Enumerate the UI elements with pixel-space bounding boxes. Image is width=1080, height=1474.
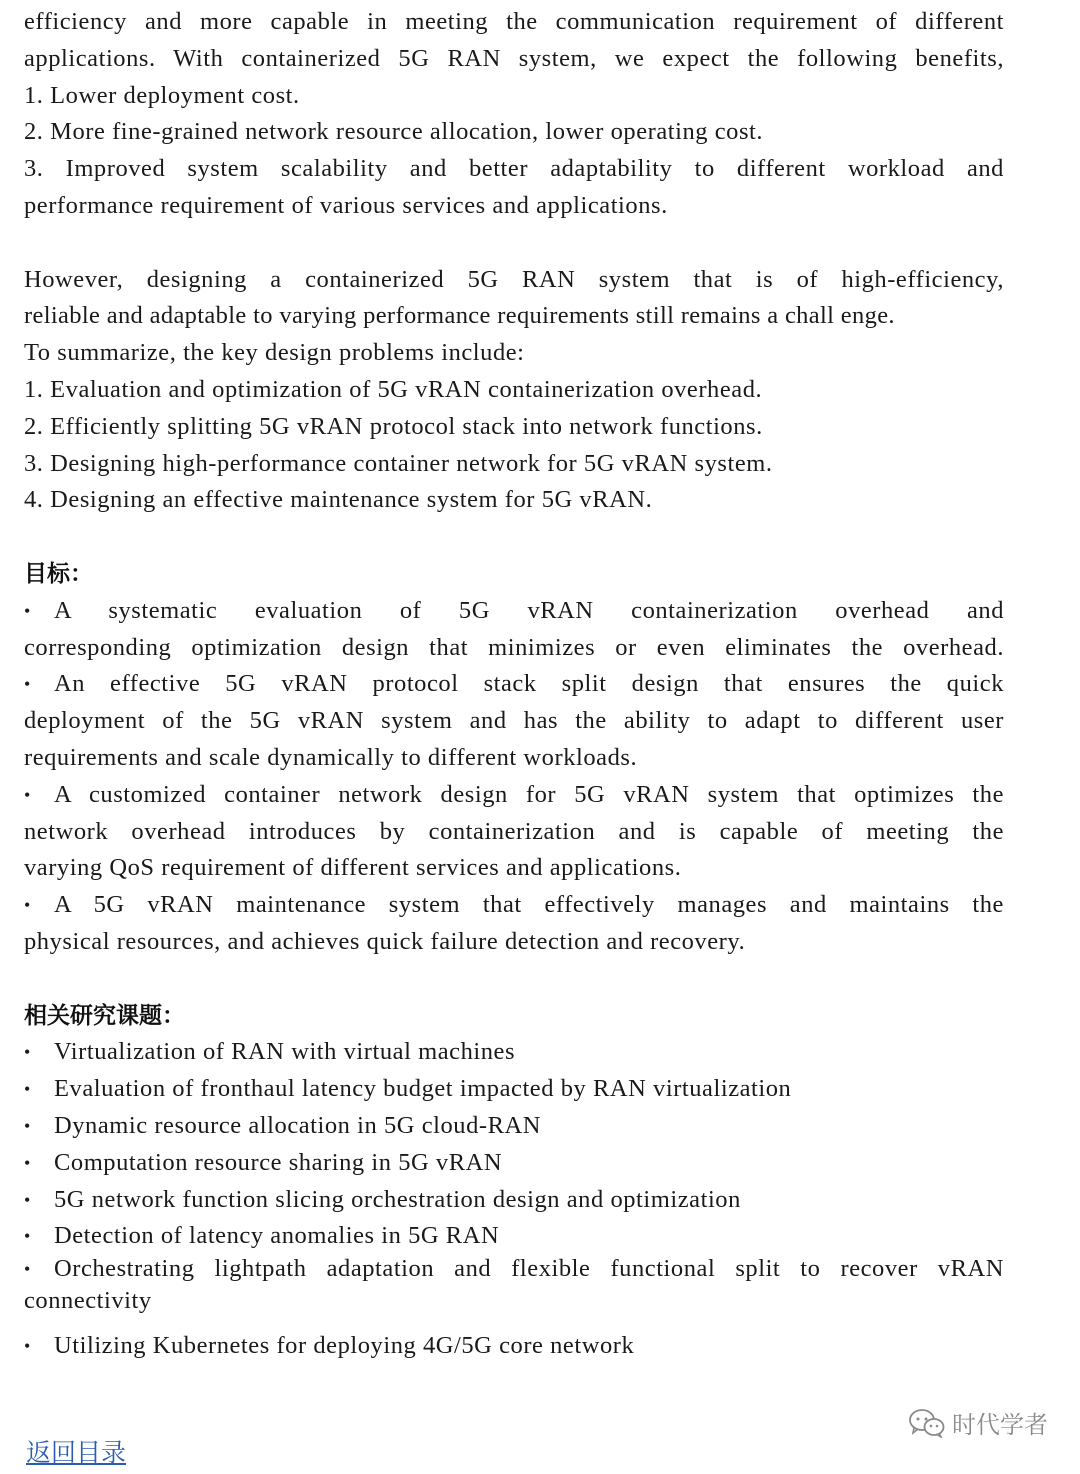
- benefit-item-continued: performance requirement of various services and applications.: [24, 191, 668, 219]
- challenge-line: However, designing a containerized 5G RAN system that is of high-efficiency,: [24, 265, 1004, 293]
- related-item: [24, 1145, 1004, 1182]
- goal-text-continued: varying QoS requirement of different services and applications.: [24, 854, 682, 882]
- goal-text-continued: requirements and scale dynamically to different workloads.: [24, 743, 638, 771]
- goal-text-continued: physical resources, and achieves quick failure detection and recovery.: [24, 927, 746, 955]
- bullet-icon: •: [24, 1115, 31, 1136]
- challenge-line: reliable and adaptable to varying performance requirements still remains a chall enge.: [24, 302, 895, 330]
- related-text: Virtualization of RAN with virtual machines: [54, 1038, 516, 1066]
- bullet-icon: •: [24, 674, 31, 695]
- bullet-icon: •: [24, 1259, 31, 1280]
- related-text: Utilizing Kubernetes for deploying 4G/5G core network: [54, 1331, 635, 1359]
- goal-text: A systematic evaluation of 5G vRAN containerization overhead and: [54, 596, 1004, 624]
- problem-item: 4. Designing an effective maintenance system for 5G vRAN.: [24, 486, 653, 514]
- problem-item: 1. Evaluation and optimization of 5G vRAN containerization overhead.: [24, 375, 763, 403]
- goal-text: A 5G vRAN maintenance system that effectively manages and maintains the: [54, 891, 1004, 919]
- goal-item: [24, 777, 1004, 814]
- related-item: [24, 1328, 1004, 1365]
- intro-line: applications. With containerized 5G RAN system, we expect the following benefits,: [24, 44, 1004, 72]
- goal-item: [24, 887, 1004, 924]
- related-text: Evaluation of fronthaul latency budget impacted by RAN virtualization: [54, 1075, 792, 1103]
- goal-item: [24, 666, 1004, 703]
- bullet-icon: •: [24, 1042, 31, 1063]
- related-item: [24, 1108, 1004, 1145]
- back-to-toc-link[interactable]: 返回目录: [26, 1438, 127, 1467]
- benefit-item: 3. Improved system scalability and better adaptability to different workload and: [24, 155, 1004, 183]
- goal-text: A customized container network design for 5G vRAN system that optimizes the: [54, 780, 1004, 808]
- related-item: [24, 1182, 1004, 1219]
- goals-heading: 目标：: [24, 560, 93, 587]
- watermark-text: 时代学者: [952, 1411, 1048, 1439]
- related-item: [24, 1255, 1004, 1283]
- related-text: Orchestrating lightpath adaptation and flexible functional split to recover vRAN: [54, 1255, 1004, 1283]
- bullet-icon: •: [24, 1226, 31, 1247]
- paragraph-gap: [24, 961, 1004, 998]
- intro-line: efficiency and more capable in meeting the communication requirement of different: [24, 8, 1004, 35]
- bullet-icon: •: [24, 1189, 31, 1210]
- related-text: Computation resource sharing in 5G vRAN: [54, 1148, 503, 1176]
- problem-item: 2. Efficiently splitting 5G vRAN protocol stack into network functions.: [24, 412, 763, 440]
- related-text: Dynamic resource allocation in 5G cloud-RAN: [54, 1111, 541, 1139]
- related-item: [24, 1071, 1004, 1108]
- paragraph-gap: [24, 225, 1004, 262]
- wechat-icon: [908, 1408, 946, 1438]
- goal-text: An effective 5G vRAN protocol stack split design that ensures the quick: [54, 670, 1004, 698]
- related-text: 5G network function slicing orchestration design and optimization: [54, 1185, 741, 1213]
- benefit-item: 1. Lower deployment cost.: [24, 81, 300, 109]
- wechat-watermark: [908, 1405, 1048, 1440]
- bullet-icon: •: [24, 784, 31, 805]
- goal-item: [24, 593, 1004, 630]
- problem-item: 3. Designing high-performance container network for 5G vRAN system.: [24, 449, 773, 477]
- related-heading: 相关研究课题：: [24, 1002, 185, 1029]
- goal-text-continued: corresponding optimization design that minimizes or even eliminates the overhead.: [24, 633, 1004, 661]
- bullet-icon: •: [24, 895, 31, 916]
- related-item: [24, 1034, 1004, 1071]
- challenge-line: To summarize, the key design problems include:: [24, 339, 525, 367]
- bullet-icon: •: [24, 600, 31, 621]
- related-text-continued: connectivity: [24, 1287, 152, 1315]
- related-text: Detection of latency anomalies in 5G RAN: [54, 1222, 500, 1250]
- bullet-icon: •: [24, 1335, 31, 1356]
- bullet-icon: •: [24, 1152, 31, 1173]
- document-body: [24, 4, 1004, 1365]
- bullet-icon: •: [24, 1079, 31, 1100]
- benefit-item: 2. More fine-grained network resource allocation, lower operating cost.: [24, 118, 764, 146]
- paragraph-gap: [24, 519, 1004, 556]
- goal-text-continued: network overhead introduces by containerization and is capable of meeting the: [24, 817, 1004, 845]
- goal-text-continued: deployment of the 5G vRAN system and has the ability to adapt to different user: [24, 707, 1004, 735]
- related-item: [24, 1218, 1004, 1255]
